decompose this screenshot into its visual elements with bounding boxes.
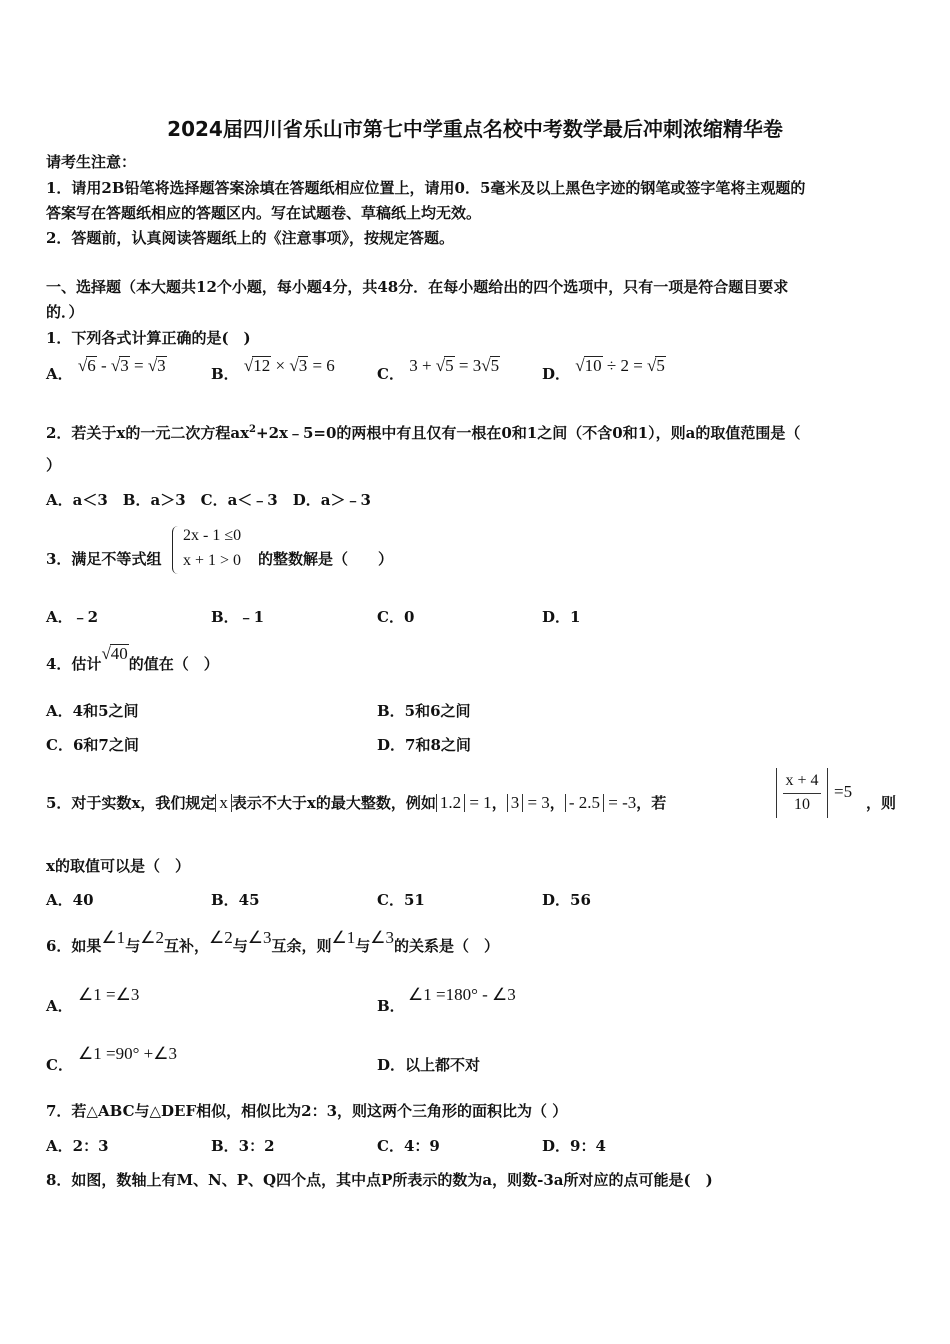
fraction-floor — [776, 768, 828, 818]
math-expr: √6 - √3 = √3 — [77, 356, 166, 375]
radicand: 5 — [656, 356, 665, 375]
q6-option-a-expr: ∠1 =∠3 — [78, 985, 140, 1004]
q7-option: D．9：4 — [542, 1137, 606, 1155]
superscript: 2 — [249, 424, 257, 435]
section-heading: 一、选择题（本大题共12个小题，每小题4分，共48分．在每小题给出的四个选项中，只有一项是符合题目要求 — [46, 278, 789, 296]
radicand: 3 — [157, 356, 166, 375]
floor-expr: 1.2 — [436, 794, 465, 812]
q3-option: D．1 — [542, 608, 581, 626]
q1-option-d — [542, 356, 666, 384]
inequality-system — [175, 523, 241, 573]
stem-text: 5．对于实数x，我们规定 — [46, 794, 216, 812]
q4-option: C．6和7之间 — [46, 736, 139, 754]
q6-option-label: C． — [46, 1056, 73, 1074]
q5-option: C．51 — [377, 891, 425, 909]
stem-text: 的值在（ ） — [128, 655, 219, 673]
option-label: B． — [211, 365, 239, 383]
floor-expr: - 2.5 — [565, 794, 604, 812]
denominator: 10 — [794, 796, 810, 813]
stem-text: 的关系是（ ） — [394, 937, 500, 955]
math-value: 3 — [409, 356, 418, 375]
q2-options: A．a＜3 B．a＞3 C．a＜﹣3 D．a＞﹣3 — [46, 491, 371, 509]
q7-option: A．2：3 — [46, 1137, 109, 1155]
q6-option-c-expr: ∠1 =90° +∠3 — [78, 1044, 177, 1063]
math-value: 3 — [472, 356, 482, 375]
stem-text: 与 — [232, 937, 248, 955]
q3-option: B．﹣1 — [211, 608, 265, 626]
angle: ∠1 — [331, 928, 356, 947]
question-3-stem-pre: 3．满足不等式组 — [46, 550, 162, 568]
notice-line: 2．答题前，认真阅读答题纸上的《注意事项》，按规定答题。 — [46, 229, 454, 247]
section-heading: 的．） — [46, 303, 84, 321]
stem-text: 6．如果 — [46, 937, 102, 955]
math-expr: √12 × √3 = 6 — [243, 356, 335, 375]
math-value: = 3 — [523, 793, 550, 812]
math-value: = 1 — [465, 793, 492, 812]
inequality: x + 1 > 0 — [183, 552, 242, 569]
q7-option: C．4：9 — [377, 1137, 440, 1155]
option-label: A． — [46, 365, 73, 383]
question-5-stem-2: x的取值可以是（ ） — [46, 857, 190, 875]
angle: ∠3 — [370, 928, 395, 947]
math-expr: √10 ÷ 2 = √5 — [575, 356, 665, 375]
q1-option-c — [377, 356, 500, 384]
radicand: 5 — [490, 356, 500, 375]
question-2-stem-end: ） — [46, 456, 62, 474]
stem-text: 与 — [125, 937, 141, 955]
radicand: 3 — [298, 356, 308, 375]
page-title: 2024届四川省乐山市第七中学重点名校中考数学最后冲刺浓缩精华卷 — [167, 117, 783, 141]
math-value: 2 — [620, 356, 629, 375]
math-value: = -3 — [603, 793, 637, 812]
q1-option-b — [211, 356, 335, 384]
radicand: 12 — [253, 356, 271, 375]
q3-option: C．0 — [377, 608, 415, 626]
floor-expr: 3 — [507, 794, 524, 812]
radicand: 3 — [120, 356, 129, 375]
option-label: D． — [542, 365, 571, 383]
notice-line: 答案写在答题纸相应的答题区内。写在试题卷、草稿纸上均无效。 — [46, 204, 482, 222]
stem-text: 表示不大于x的最大整数，例如 — [231, 794, 436, 812]
angle: ∠3 — [247, 928, 272, 947]
floor-expr: x — [215, 794, 232, 812]
q3-option: A．﹣2 — [46, 608, 99, 626]
radicand: 10 — [584, 356, 602, 375]
q6-option-d: D．以上都不对 — [377, 1056, 481, 1074]
angle: ∠2 — [208, 928, 233, 947]
q5-option: A．40 — [46, 891, 94, 909]
fraction-bar — [783, 793, 821, 794]
question-5-stem: 5．对于实数x，我们规定 x 表示不大于x的最大整数，例如 1.2 = 1， 3 = 3， - 2.5 = -3，若 — [46, 793, 667, 812]
question-1-stem: 1．下列各式计算正确的是( ) — [46, 329, 251, 347]
q4-option: D．7和8之间 — [377, 736, 471, 754]
radicand: 5 — [445, 356, 454, 375]
q6-option-b-expr: ∠1 =180° - ∠3 — [408, 985, 516, 1004]
stem-text: ，则 — [866, 794, 897, 812]
question-2-stem — [46, 420, 800, 443]
stem-text: 与 — [355, 937, 371, 955]
notice-heading: 请考生注意： — [46, 153, 137, 171]
angle: ∠2 — [140, 928, 164, 947]
stem-text: 互补， — [163, 937, 209, 955]
math-value: 6 — [326, 356, 335, 375]
q5-option: D．56 — [542, 891, 591, 909]
stem-text: +2x﹣5=0的两根中有且仅有一根在0和1之间（不含0和1），则a的取值范围是（ — [256, 424, 801, 442]
q6-option-label: A． — [46, 997, 73, 1015]
q6-option-label: B． — [377, 997, 405, 1015]
radicand: 6 — [87, 356, 96, 375]
notice-line: 1．请用2B铅笔将选择题答案涂填在答题纸相应位置上，请用0．5毫米及以上黑色字迹的钢笔或签字笔将主观题的 — [46, 179, 806, 197]
math-expr: 3 + √5 = 3√5 — [409, 356, 500, 375]
q5-option: B．45 — [211, 891, 260, 909]
inequality: 2x - 1 ≤0 — [183, 527, 242, 544]
option-label: C． — [377, 365, 404, 383]
q7-option: B．3：2 — [211, 1137, 275, 1155]
question-7-stem: 7．若△ABC与△DEF相似，相似比为2：3，则这两个三角形的面积比为（ ） — [46, 1102, 568, 1120]
stem-text: 2．若关于x的一元二次方程ax — [46, 424, 250, 442]
stem-text: 4．估计 — [46, 655, 102, 673]
q1-option-a — [46, 356, 167, 384]
question-3-stem-post: 的整数解是（ ） — [258, 550, 394, 568]
question-6-stem — [46, 928, 500, 956]
angle: ∠1 — [101, 928, 126, 947]
q4-option: A．4和5之间 — [46, 702, 139, 720]
stem-text: 互余，则 — [271, 937, 332, 955]
question-4-stem: 4．估计√40的值在（ ） — [46, 644, 219, 673]
numerator: x + 4 — [785, 772, 819, 789]
stem-text: ，若 — [636, 794, 667, 812]
radicand: 40 — [110, 644, 128, 663]
question-8-stem: 8．如图，数轴上有M、N、P、Q四个点，其中点P所表示的数为a，则数-3a所对应的点可能是( ) — [46, 1171, 713, 1189]
q4-option: B．5和6之间 — [377, 702, 471, 720]
math-value: =5 — [834, 782, 853, 801]
